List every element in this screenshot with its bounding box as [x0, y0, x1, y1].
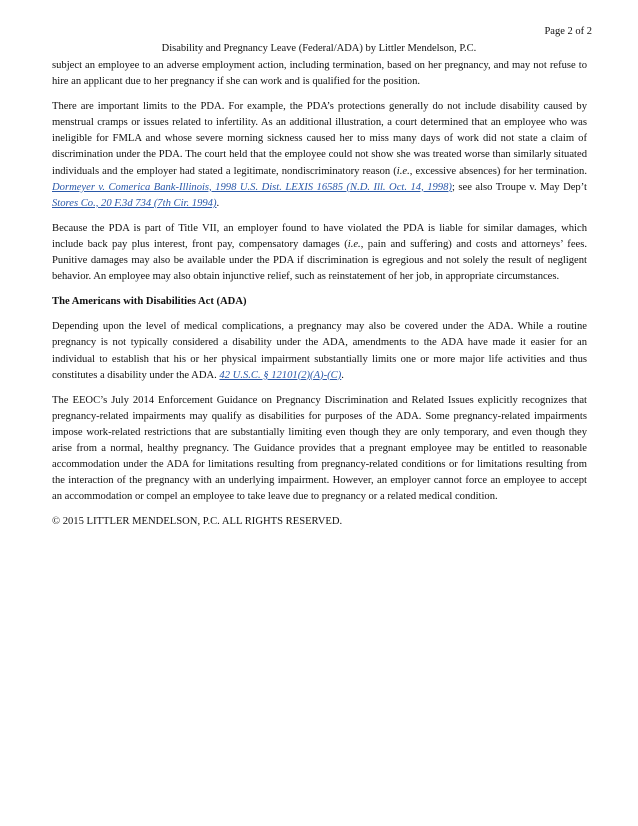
paragraph-pda-protections: subject an employee to an adverse employment action, including termination, based on her pregnancy, and may not refuse to hire an applicant due to her pregnancy if she can work and is qualified for the position.: [52, 60, 587, 88]
paragraph-ada-coverage: [52, 319, 587, 383]
copyright-notice: © 2015 LITTLER MENDELSON, P.C. ALL RIGHTS RESERVED.: [52, 516, 343, 528]
paragraph-text: .: [216, 197, 220, 209]
paragraph-text: There are important limits to the PDA. For example, the PDA’s protections generally do not include disability caused by menstrual cramps or issues related to infertility. As an additional illustration, a court determined that an employee who was ineligible for FMLA and whose severe morning sickness caused her to miss many days of work did not state a claim of discrimination under the PDA. The court held that the employee could not show she was treated worse than similarly situated individuals and the employer had stated a legitimate, nondiscriminatory reason (: [52, 101, 587, 177]
paragraph-eeoc-guidance: The EEOC’s July 2014 Enforcement Guidance on Pregnancy Discrimination and Related Issues explicitly recognizes that pregnancy-related impairments may qualify as disabilities for purposes of the ADA. Some pregnancy-related impairments impose work-related restrictions that are substantially limiting even though they are only temporary, and even though they arise from a normal, healthy pregnancy. The Guidance provides that a pregnant employee may be entitled to reasonable accommodation under the ADA for limitations resulting from pregnancy-related conditions or for limitations resulting from the interaction of the pregnancy with an underlying impairment. However, an employer cannot force an employee to accept an accommodation or compel an employee to take leave due to pregnancy or a related medical condition.: [52, 394, 587, 503]
paragraph-text: .: [341, 369, 344, 381]
citation-link-dormeyer[interactable]: Dormeyer v. Comerica Bank-Illinois, 1998 U.S. Dist. LEXIS 16585 (N.D. Ill. Oct. 14, 1998): [52, 181, 452, 193]
paragraph-text: Because the PDA is part of Title VII, an employer found to have violated the PDA is liable for similar damages, which include back pay plus interest, front pay, compensatory damages (: [52, 222, 587, 250]
paragraph-text: , pain and suffering) and costs and attorneys’ fees. Punitive damages may also be available under the PDA if discrimination is egregious and not solely the result of negligent behavior. An employee may also obtain injunctive relief, such as reinstatement of her job, in appropriate circumstances.: [52, 238, 587, 283]
citation-link-troupe[interactable]: Stores Co., 20 F.3d 734 (7th Cir. 1994): [52, 197, 217, 209]
paragraph-text: ; see also Troupe v. May Dep’t: [451, 181, 588, 193]
running-header: Disability and Pregnancy Leave (Federal/ADA) by Littler Mendelson, P.C.: [161, 43, 477, 54]
section-heading-ada: The Americans with Disabilities Act (ADA): [52, 296, 247, 308]
citation-link-usc[interactable]: 42 U.S.C. § 12101(2)(A)-(C): [219, 369, 342, 381]
ie-abbreviation: i.e.: [396, 165, 410, 177]
ie-abbreviation: i.e.: [347, 238, 361, 250]
paragraph-text: Depending upon the level of medical complications, a pregnancy may also be covered under the ADA. While a routine pregnancy is not typically considered a disability under the ADA, amendments to the ADA have made it easier for an individual to establish that his or her physical impairment substantially limits one or more major life activities and thus constitutes a disability under the ADA.: [52, 321, 587, 381]
paragraph-pda-limits: [52, 99, 587, 212]
paragraph-title-vii-damages: [52, 221, 587, 285]
paragraph-text: , excessive absences) for her termination.: [409, 165, 587, 177]
document-body: [52, 58, 587, 539]
page-number: Page 2 of 2: [544, 26, 592, 37]
